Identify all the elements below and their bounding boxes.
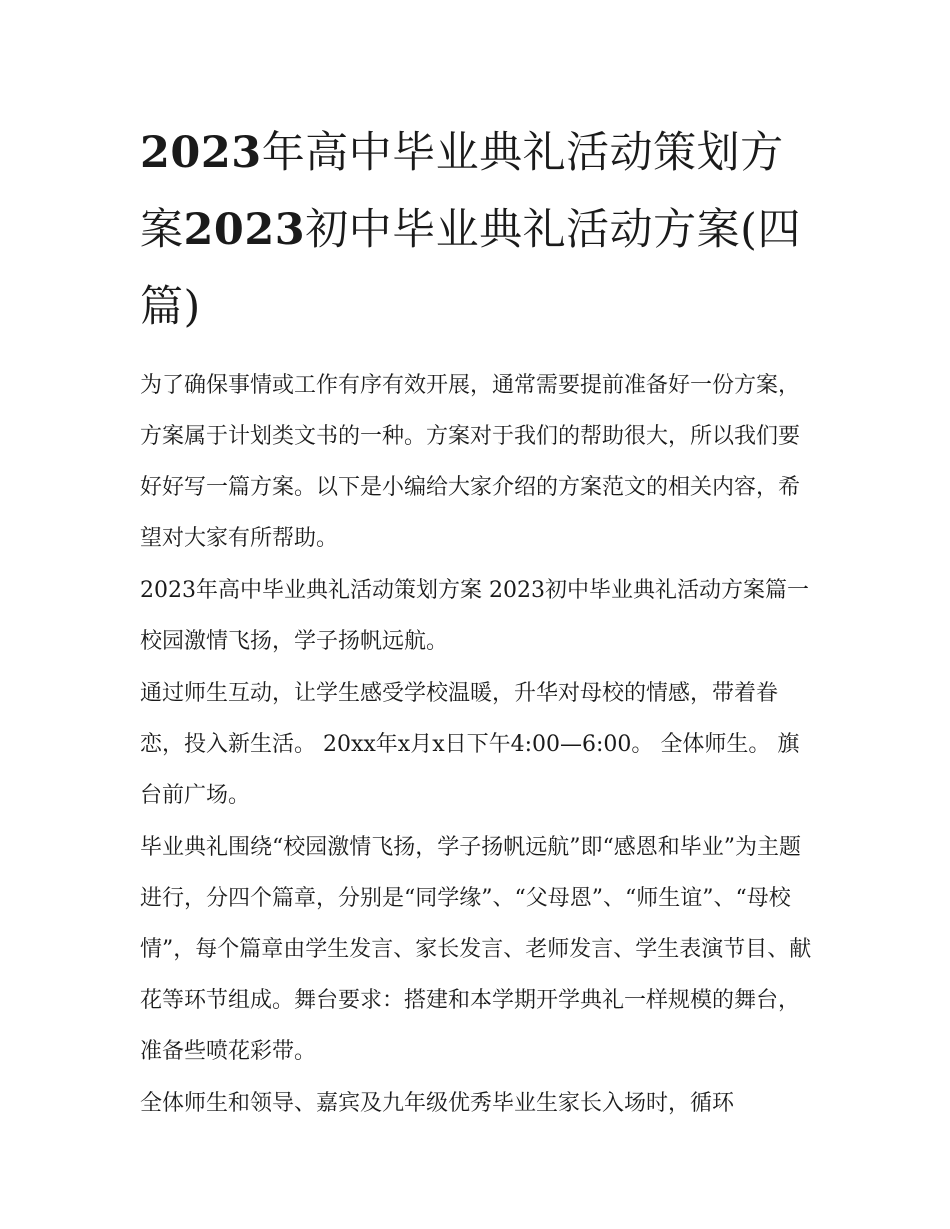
section-heading-paragraph: 2023年高中毕业典礼活动策划方案 2023初中毕业典礼活动方案篇一 校园激情飞扬，学子扬帆远航。 xyxy=(140,578,809,654)
title-text-2: 初中毕业典礼活动方案(四篇) xyxy=(140,205,801,332)
procedure-paragraph: 全体师生和领导、嘉宾及九年级优秀毕业生家长入场时，循环 xyxy=(140,1091,735,1116)
intro-paragraph: 为了确保事情或工作有序有效开展，通常需要提前准备好一份方案，方案属于计划类文书的一种。方案对于我们的帮助很大，所以我们要好好写一篇方案。以下是小编给大家介绍的方案范文的相关内容，希望对大家有所帮助。 xyxy=(140,373,801,551)
document-title xyxy=(140,115,812,346)
title-year-2: 2023 xyxy=(183,205,306,255)
content-paragraph: 毕业典礼围绕“校园激情飞扬，学子扬帆远航”即“感恩和毕业”为主题进行，分四个篇章，分别是“同学缘”、“父母恩”、“师生谊”、“母校情”，每个篇章由学生发言、家长发言、老师发言、学生表演节目、献花等环节组成。舞台要求：搭建和本学期开学典礼一样规模的舞台，准备些喷花彩带。 xyxy=(140,835,812,1064)
title-text-1: 年高中毕业典礼活动策划方案 xyxy=(140,128,784,255)
title-year-1: 2023 xyxy=(140,128,262,178)
document-page xyxy=(140,115,812,1130)
purpose-paragraph: 通过师生互动，让学生感受学校温暖，升华对母校的情感，带着眷恋，投入新生活。 20xx年x月x日下午4:00—6:00。 全体师生。 旗台前广场。 xyxy=(140,681,800,808)
